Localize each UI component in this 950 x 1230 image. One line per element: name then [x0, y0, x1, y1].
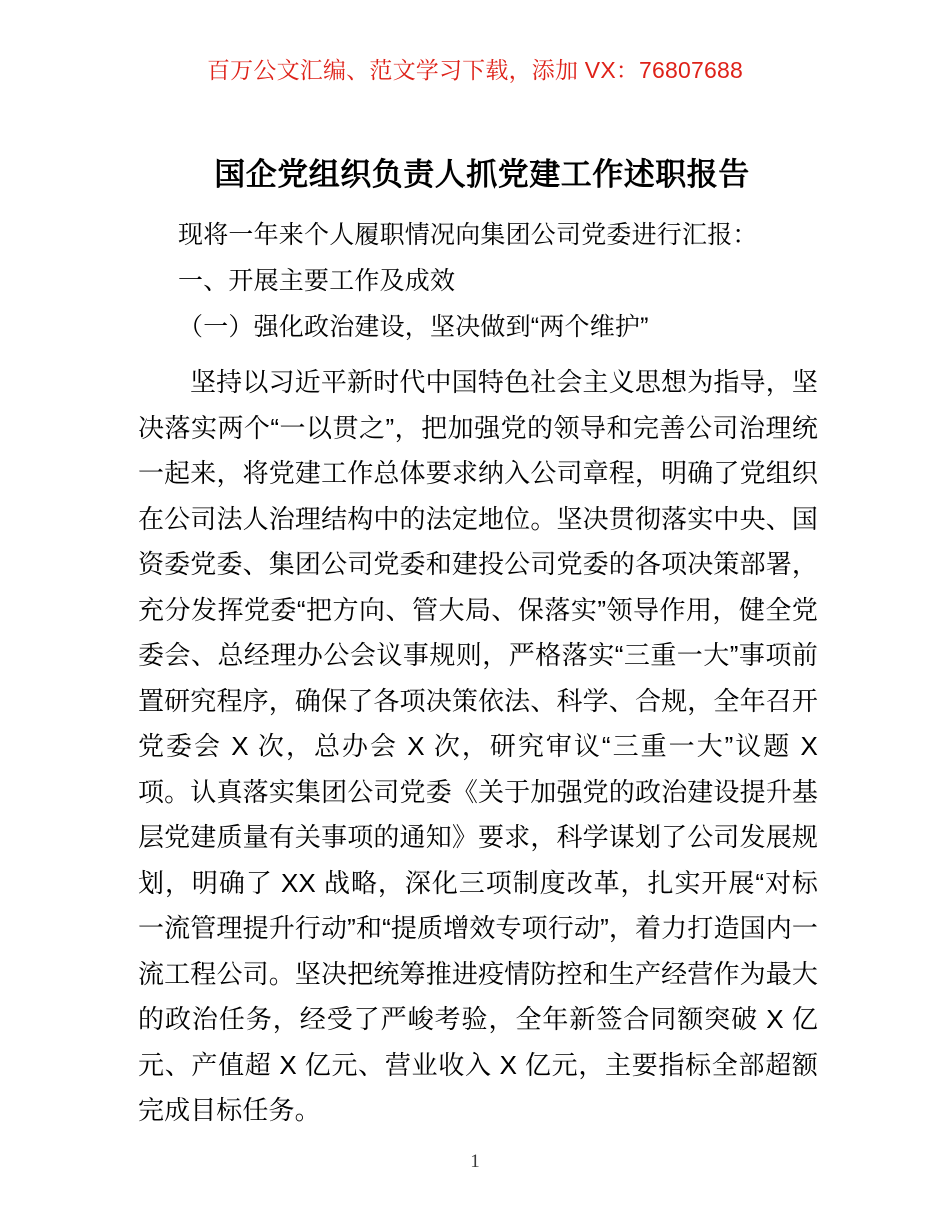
document-title: 国企党组织负责人抓党建工作述职报告 — [214, 157, 750, 192]
body-paragraph: 坚持以习近平新时代中国特色社会主义思想为指导，坚决落实两个“一以贯之”，把加强党的领导和完善公司治理统一起来，将党建工作总体要求纳入公司章程，明确了党组织在公司法人治理结构中的法定地位。坚决贯彻落实中央、国资委党委、集团公司党委和建投公司党委的各项决策部署，充分发挥党委“把方向、管大局、保落实”领导作用，健全党委会、总经理办公会议事规则，严格落实“三重一大”事项前置研究程序，确保了各项决策依法、科学、合规，全年召开党委会 X 次，总办会 X 次，研究审议“三重一大”议题 X 项。认真落实集团公司党委《关于加强党的政治建设提升基层党建质量有关事项的通知》要求，科学谋划了公司发展规划，明确了 XX 战略，深化三项制度改革，扎实开展“对标一流管理提升行动”和“提质增效专项行动”，着力打造国内一流工程公司。坚决把统筹推进疫情防控和生产经营作为最大的政治任务，经受了严峻考验，全年新签合同额突破 X 亿元、产值超 X 亿元、营业收入 X 亿元，主要指标全部超额完成目标任务。 — [138, 367, 818, 1125]
document-content — [138, 152, 818, 1134]
lead-paragraph: 现将一年来个人履职情况向集团公司党委进行汇报： — [178, 221, 758, 249]
subsection-heading-one: （一）强化政治建设，坚决做到“两个维护” — [178, 313, 649, 341]
promo-banner-text: 百万公文汇编、范文学习下载，添加 VX：76807688 — [206, 57, 743, 83]
page-number: 1 — [470, 1151, 480, 1172]
section-heading-one: 一、开展主要工作及成效 — [178, 267, 456, 295]
